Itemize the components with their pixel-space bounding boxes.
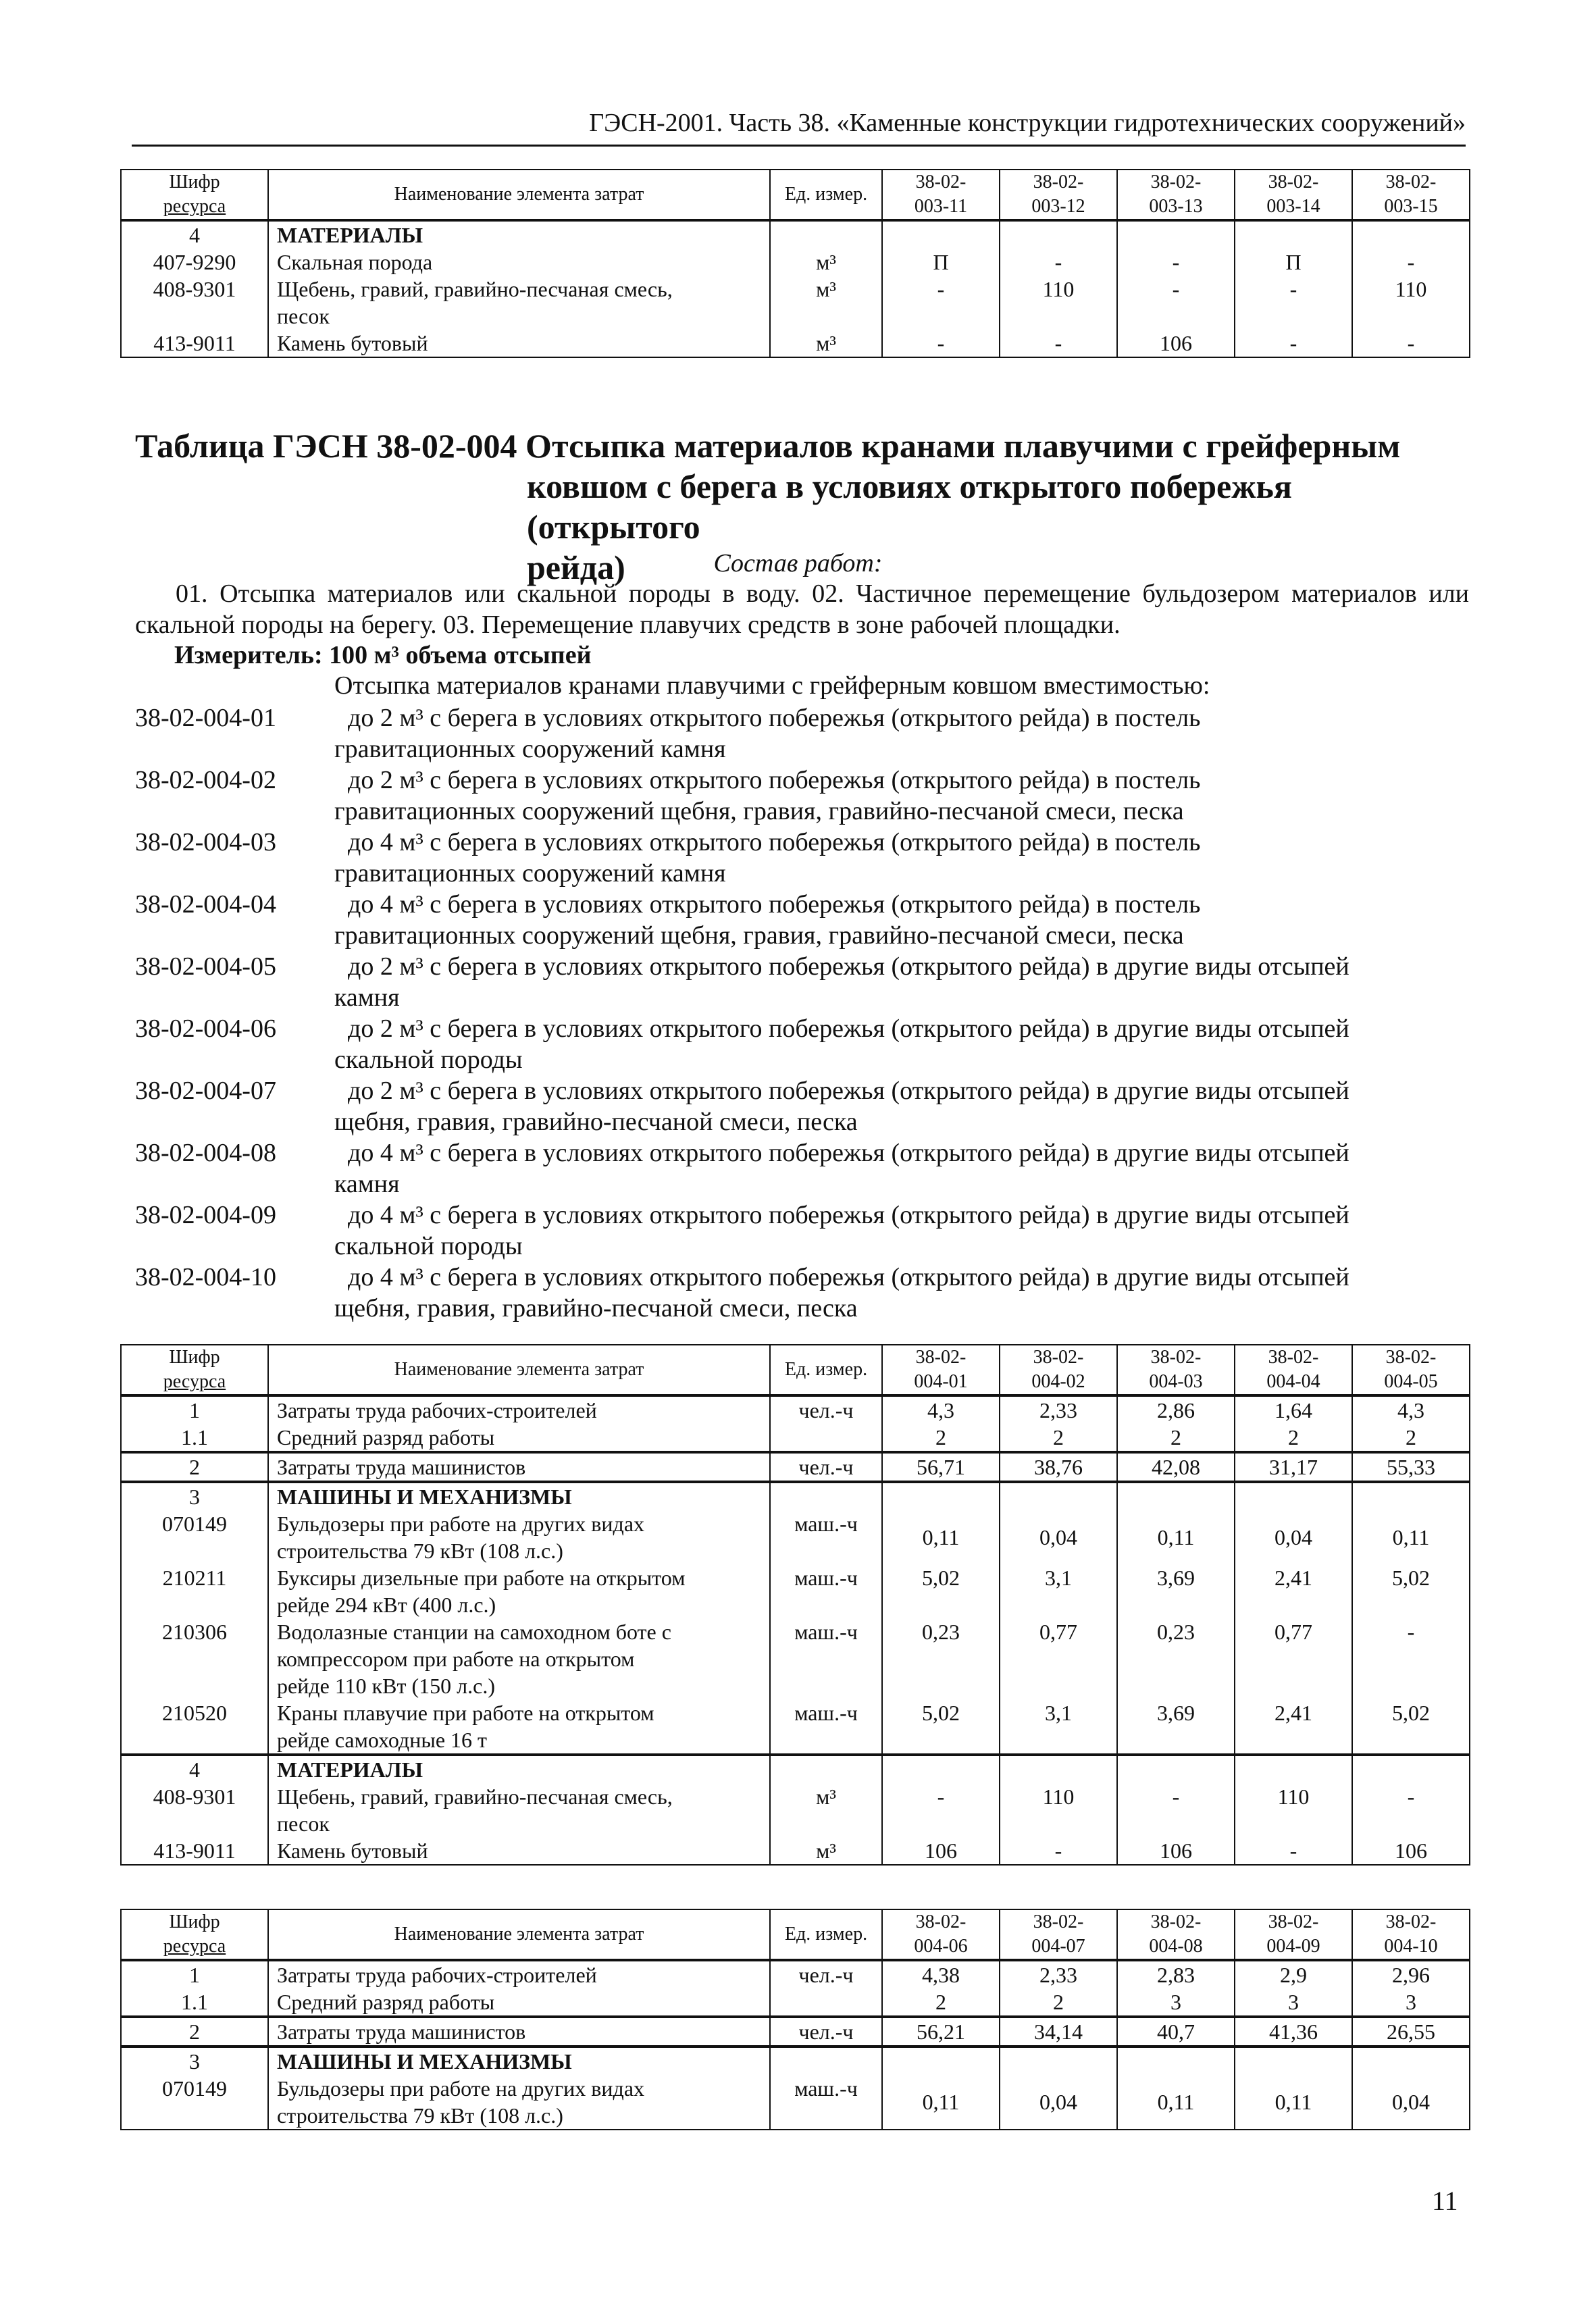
list-item: 38-02-004-05 до 2 м³ с берега в условиях открытого побережья (открытого рейда) в другие виды отсыпей камня	[135, 952, 1349, 1012]
resources-table-003	[120, 169, 1470, 358]
table-row: 408-9301 Щебень, гравий, гравийно-песчаная смесь, песок м³ - 110 - - 110	[121, 276, 1470, 330]
table-row: 2 Затраты труда машинистов чел.-ч 56,21 34,14 40,7 41,36 26,55	[121, 2017, 1470, 2047]
list-item: 38-02-004-01 до 2 м³ с берега в условиях открытого побережья (открытого рейда) в постель гравитационных сооружений камня	[135, 704, 1201, 763]
norm-col-head: 38-02- 003-14	[1235, 170, 1352, 220]
list-item: 38-02-004-08 до 4 м³ с берега в условиях открытого побережья (открытого рейда) в другие виды отсыпей камня	[135, 1139, 1349, 1198]
table-row: 407-9290 Скальная порода м³ П - - П -	[121, 249, 1470, 276]
norm-col-head: 38-02- 003-11	[882, 170, 1000, 220]
table-row: 210211 Буксиры дизельные при работе на открытом рейде 294 кВт (400 л.с.) маш.-ч 5,02 3,1 3,69 2,41 5,02	[121, 1564, 1470, 1618]
table-row: 210306 Водолазные станции на самоходном боте с компрессором при работе на открытом рейде 110 кВт (150 л.с.) маш.-ч 0,23 0,77 0,23 0,77 -	[121, 1618, 1470, 1699]
table-row: 2 Затраты труда машинистов чел.-ч 56,71 38,76 42,08 31,17 55,33	[121, 1452, 1470, 1482]
measure-line: Измеритель: 100 м³ объема отсыпей	[174, 641, 592, 669]
norm-col-head: 38-02- 003-15	[1352, 170, 1470, 220]
page-number: 11	[1432, 2186, 1458, 2216]
table-header-row: Шифр ресурса Наименование элемента затрат Ед. измер. 38-02- 004-01 38-02- 004-02 38-02- 004-03 38-02- 004-04 38-02- 004-05	[121, 1345, 1470, 1395]
list-item: 38-02-004-06 до 2 м³ с берега в условиях открытого побережья (открытого рейда) в другие виды отсыпей скальной породы	[135, 1014, 1349, 1074]
list-item: 38-02-004-02 до 2 м³ с берега в условиях открытого побережья (открытого рейда) в постель гравитационных сооружений щебня, гравия, гравийно-песчаной смеси, песка	[135, 766, 1201, 825]
section-row: 3 МАШИНЫ И МЕХАНИЗМЫ	[121, 2047, 1470, 2075]
unit-col-head: Ед. измер.	[770, 170, 882, 220]
code-col-head: Шифр ресурса	[121, 170, 268, 220]
list-item: 38-02-004-07 до 2 м³ с берега в условиях открытого побережья (открытого рейда) в другие виды отсыпей щебня, гравия, гравийно-песчаной смеси, песка	[135, 1077, 1349, 1136]
norm-col-head: 38-02- 003-13	[1117, 170, 1235, 220]
section-row: 4 МАТЕРИАЛЫ	[121, 1755, 1470, 1783]
table-row: 1 1.1 Затраты труда рабочих-строителей Средний разряд работы чел.-ч 4,3 2 2,33 2 2,86 2 1,64 2 4,3 2	[121, 1395, 1470, 1452]
norm-col-head: 38-02- 003-12	[1000, 170, 1117, 220]
norm-code-list	[135, 702, 1469, 1324]
table-row: 408-9301 Щебень, гравий, гравийно-песчаная смесь, песок м³ - 110 - 110 -	[121, 1783, 1470, 1837]
list-item: 38-02-004-03 до 4 м³ с берега в условиях открытого побережья (открытого рейда) в постель гравитационных сооружений камня	[135, 828, 1201, 888]
list-item: 38-02-004-10 до 4 м³ с берега в условиях открытого побережья (открытого рейда) в другие виды отсыпей щебня, гравия, гравийно-песчаной смеси, песка	[135, 1263, 1349, 1322]
list-item: 38-02-004-09 до 4 м³ с берега в условиях открытого побережья (открытого рейда) в другие виды отсыпей скальной породы	[135, 1201, 1349, 1260]
table-row: 413-9011 Камень бутовый м³ - - 106 - -	[121, 330, 1470, 357]
composition-heading: Состав работ:	[713, 549, 883, 577]
table-row: 210520 Краны плавучие при работе на открытом рейде самоходные 16 т маш.-ч 5,02 3,1 3,69 2,41 5,02	[121, 1699, 1470, 1755]
intro-line: Отсыпка материалов кранами плавучими с грейферным ковшом вместимостью:	[334, 671, 1210, 700]
list-item: 38-02-004-04 до 4 м³ с берега в условиях открытого побережья (открытого рейда) в постель гравитационных сооружений щебня, гравия, гравийно-песчаной смеси, песка	[135, 890, 1201, 950]
table-row: 1 1.1 Затраты труда рабочих-строителей Средний разряд работы чел.-ч 4,38 2 2,33 2 2,83 3 2,9 3 2,96 3	[121, 1960, 1470, 2017]
table-header-row: Шифр ресурса Наименование элемента затрат Ед. измер. 38-02- 004-06 38-02- 004-07 38-02- 004-08 38-02- 004-09 38-02- 004-10	[121, 1909, 1470, 1960]
name-col-head: Наименование элемента затрат	[268, 170, 770, 220]
table-title: Таблица ГЭСН 38-02-004 Отсыпка материалов кранами плавучими с грейферным ковшом с берега в условиях открытого побережья (открытого рейда)	[135, 427, 1401, 586]
section-row: 4 МАТЕРИАЛЫ	[121, 220, 1470, 249]
composition-text: 01. Отсыпка материалов или скальной породы в воду. 02. Частичное перемещение бульдозером материалов или скальной породы на берегу. 03. Перемещение плавучих средств в зоне рабочей площадки.	[135, 580, 1469, 639]
resources-table-004-06-10	[120, 1909, 1470, 2130]
table-header-row	[121, 170, 1470, 220]
table-row: 070149 Бульдозеры при работе на других видах строительства 79 кВт (108 л.с.) маш.-ч 0,11 0,04 0,11 0,04 0,11	[121, 1510, 1470, 1564]
table-row: 070149 Бульдозеры при работе на других видах строительства 79 кВт (108 л.с.) маш.-ч 0,11 0,04 0,11 0,11 0,04	[121, 2075, 1470, 2130]
table-row: 413-9011 Камень бутовый м³ 106 - 106 - 106	[121, 1837, 1470, 1865]
running-header: ГЭСН-2001. Часть 38. «Каменные конструкции гидротехнических сооружений»	[132, 108, 1466, 147]
section-row: 3 МАШИНЫ И МЕХАНИЗМЫ	[121, 1482, 1470, 1510]
resources-table-004-01-05	[120, 1344, 1470, 1866]
